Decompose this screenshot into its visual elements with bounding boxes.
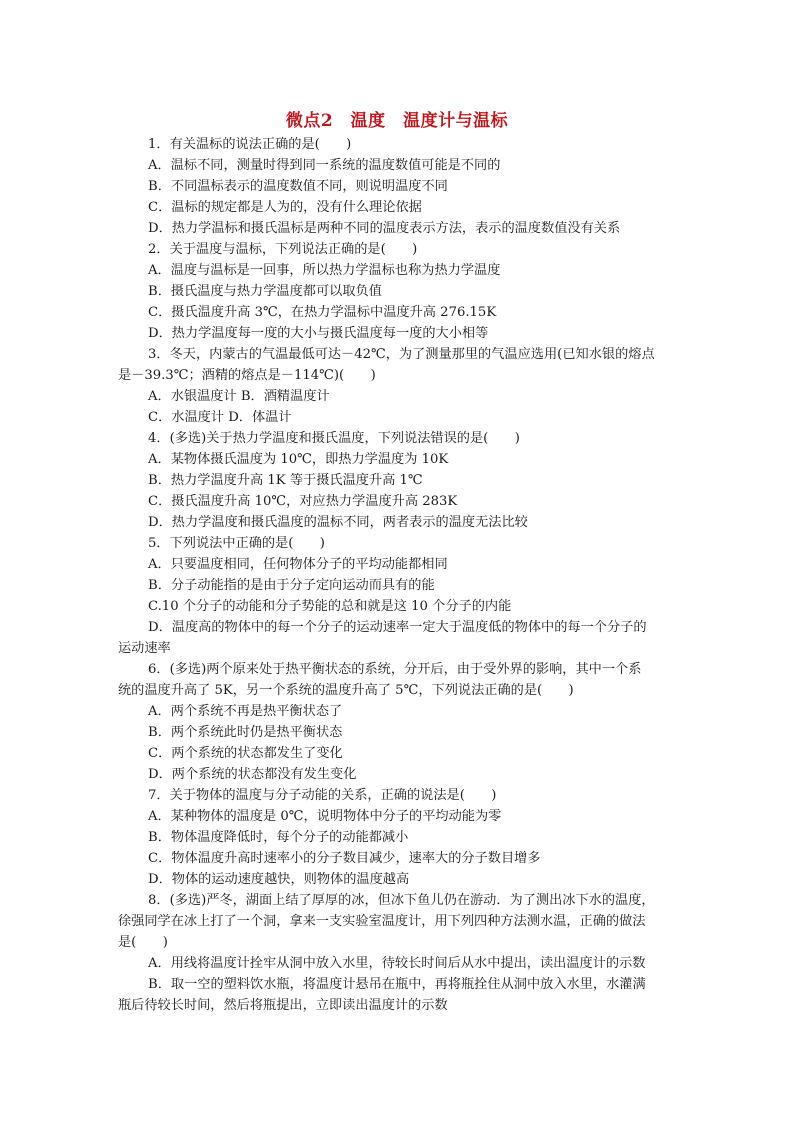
- question-stem: 4．(多选)关于热力学温度和摄氏温度，下列说法错误的是( ): [148, 431, 520, 446]
- question-stem: 7．关于物体的温度与分子动能的关系，正确的说法是( ): [148, 788, 497, 803]
- answer-option: A．只要温度相同，任何物体分子的平均动能都相同: [148, 557, 448, 572]
- wrapped-line: 统的温度升高了 5K，另一个系统的温度升高了 5℃，下列说法正确的是( ): [118, 683, 574, 698]
- answer-option: D．温度高的物体中的每一个分子的运动速率一定大于温度低的物体中的每一个分子的: [148, 620, 647, 635]
- question-stem: 8．(多选)严冬，湖面上结了厚厚的冰，但冰下鱼儿仍在游动．为了测出冰下水的温度，: [148, 893, 655, 908]
- wrapped-line: 运动速率: [118, 641, 171, 656]
- question-stem: 5．下列说法中正确的是( ): [148, 536, 325, 551]
- answer-option: A．水银温度计 B．酒精温度计: [148, 389, 330, 404]
- question-list: [118, 134, 684, 1016]
- page-title: 微点2 温度 温度计与温标: [285, 111, 509, 131]
- answer-option: D．热力学温度和摄氏温度的温标不同，两者表示的温度无法比较: [148, 515, 528, 530]
- wrapped-line: 徐强同学在冰上打了一个洞，拿来一支实验室温度计，用下列四种方法测水温，正确的做法: [118, 914, 646, 929]
- answer-option: C．两个系统的状态都发生了变化: [148, 746, 343, 761]
- question-stem: 1．有关温标的说法正确的是( ): [148, 137, 352, 152]
- answer-option: A．用线将温度计拴牢从洞中放入水里，待较长时间后从水中提出，读出温度计的示数: [148, 956, 646, 971]
- answer-option: C．摄氏温度升高 3℃，在热力学温标中温度升高 276.15K: [148, 305, 497, 320]
- answer-option: A．某物体摄氏温度为 10℃，即热力学温度为 10K: [148, 452, 449, 467]
- answer-option: B．物体温度降低时，每个分子的动能都减小: [148, 830, 409, 845]
- answer-option: A．温标不同，测量时得到同一系统的温度数值可能是不同的: [148, 158, 501, 173]
- question-stem: 6．(多选)两个原来处于热平衡状态的系统，分开后，由于受外界的影响，其中一个系: [148, 662, 642, 677]
- question-stem: 2．关于温度与温标，下列说法正确的是( ): [148, 242, 418, 257]
- answer-option: C．水温度计 D．体温计: [148, 410, 292, 425]
- answer-option: A．某种物体的温度是 0℃，说明物体中分子的平均动能为零: [148, 809, 502, 824]
- wrapped-line: 是－39.3℃；酒精的熔点是－114℃)( ): [118, 368, 376, 383]
- answer-option: D．两个系统的状态都没有发生变化: [148, 767, 357, 782]
- answer-option: C．物体温度升高时速率小的分子数目减少，速率大的分子数目增多: [148, 851, 541, 866]
- answer-option: D．热力学温标和摄氏温标是两种不同的温度表示方法，表示的温度数值没有关系: [148, 221, 621, 236]
- answer-option: B．不同温标表示的温度数值不同，则说明温度不同: [148, 179, 448, 194]
- answer-option: C.10 个分子的动能和分子势能的总和就是这 10 个分子的内能: [148, 599, 512, 614]
- answer-option: B．分子动能指的是由于分子定向运动而具有的能: [148, 578, 435, 593]
- answer-option: C．温标的规定都是人为的，没有什么理论依据: [148, 200, 422, 215]
- answer-option: C．摄氏温度升高 10℃，对应热力学温度升高 283K: [148, 494, 458, 509]
- answer-option: B．两个系统此时仍是热平衡状态: [148, 725, 343, 740]
- answer-option: D．物体的运动速度越快，则物体的温度越高: [148, 872, 410, 887]
- wrapped-line: 是( ): [118, 935, 168, 950]
- answer-option: A．两个系统不再是热平衡状态了: [148, 704, 343, 719]
- wrapped-line: 瓶后待较长时间，然后将瓶提出，立即读出温度计的示数: [118, 998, 448, 1013]
- answer-option: A．温度与温标是一回事，所以热力学温标也称为热力学温度: [148, 263, 501, 278]
- answer-option: D．热力学温度每一度的大小与摄氏温度每一度的大小相等: [148, 326, 489, 341]
- answer-option: B．取一空的塑料饮水瓶，将温度计悬吊在瓶中，再将瓶拴住从洞中放入水里，水灌满: [148, 977, 646, 992]
- question-stem: 3．冬天，内蒙古的气温最低可达－42℃，为了测量那里的气温应选用(已知水银的熔点: [148, 347, 655, 362]
- answer-option: B．热力学温度升高 1K 等于摄氏温度升高 1℃: [148, 473, 423, 488]
- answer-option: B．摄氏温度与热力学温度都可以取负值: [148, 284, 382, 299]
